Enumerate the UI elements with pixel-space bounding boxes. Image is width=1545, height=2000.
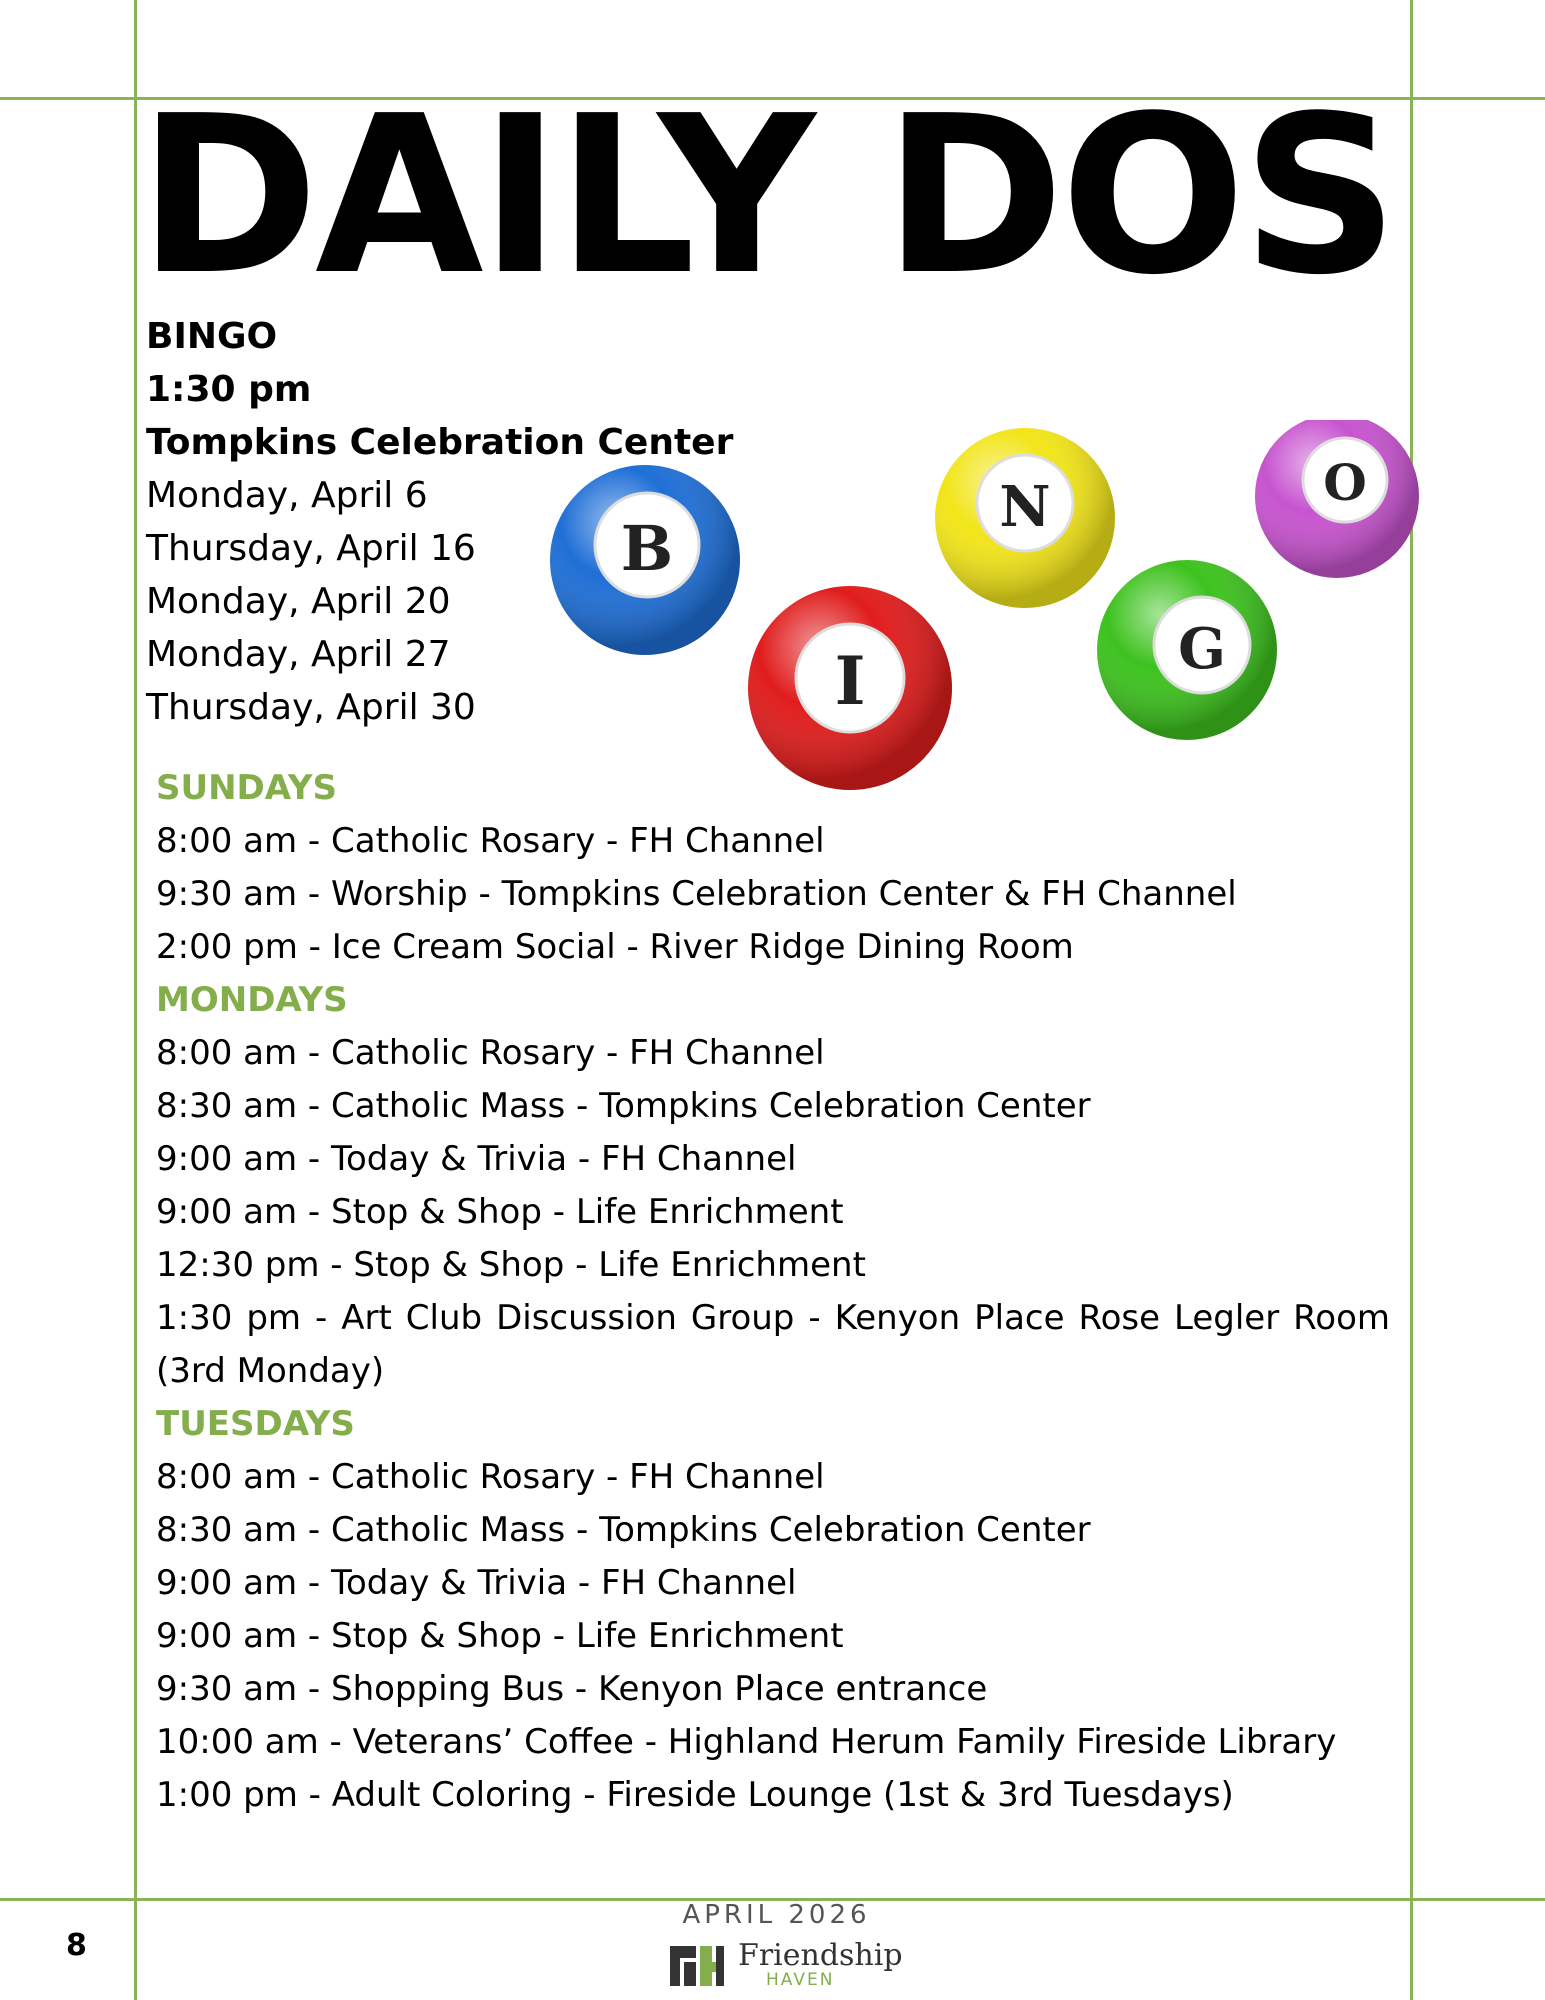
bingo-location: Tompkins Celebration Center — [146, 422, 734, 463]
schedule-event: 9:00 am - Today & Trivia - FH Channel — [156, 1139, 797, 1179]
bingo-date: Monday, April 27 — [146, 634, 451, 675]
friendship-haven-logo-icon — [668, 1942, 728, 1990]
bingo-ball — [748, 586, 952, 790]
schedule-event: 9:30 am - Shopping Bus - Kenyon Place entrance — [156, 1669, 988, 1709]
bingo-date: Monday, April 20 — [146, 581, 451, 622]
schedule-event: 9:30 am - Worship - Tompkins Celebration Center & FH Channel — [156, 874, 1237, 914]
bingo-ball — [1097, 560, 1277, 740]
ball-letter: G — [1178, 616, 1226, 682]
schedule-event: 1:30 pm - Art Club Discussion Group - Kenyon Place Rose Legler Room (3rd Monday) — [156, 1298, 1390, 1391]
schedule-event: 8:30 am - Catholic Mass - Tompkins Celebration Center — [156, 1086, 1091, 1126]
schedule-event: 9:00 am - Stop & Shop - Life Enrichment — [156, 1192, 844, 1232]
schedule-event: 8:00 am - Catholic Rosary - FH Channel — [156, 1033, 825, 1073]
bingo-name: BINGO — [146, 316, 278, 357]
weekly-schedule — [156, 762, 1390, 1822]
schedule-event: 2:00 pm - Ice Cream Social - River Ridge Dining Room — [156, 927, 1074, 967]
bingo-date: Thursday, April 16 — [146, 528, 476, 569]
schedule-event: 8:00 am - Catholic Rosary - FH Channel — [156, 821, 825, 861]
day-heading-mondays: MONDAYS — [156, 980, 348, 1020]
schedule-event: 12:30 pm - Stop & Shop - Life Enrichment — [156, 1245, 866, 1285]
bingo-ball — [935, 428, 1115, 608]
left-frame-line — [134, 0, 137, 2000]
logo-subtext: HAVEN — [766, 1970, 835, 1990]
friendship-haven-logo — [668, 1938, 903, 1990]
ball-letter: I — [834, 642, 866, 720]
schedule-event: 8:30 am - Catholic Mass - Tompkins Celebration Center — [156, 1510, 1091, 1550]
ball-letter: B — [620, 512, 674, 585]
day-heading-tuesdays: TUESDAYS — [156, 1404, 355, 1444]
bingo-balls-illustration — [540, 420, 1420, 800]
footer-month: APRIL 2026 — [682, 1900, 871, 1930]
schedule-event: 8:00 am - Catholic Rosary - FH Channel — [156, 1457, 825, 1497]
schedule-event: 9:00 am - Stop & Shop - Life Enrichment — [156, 1616, 844, 1656]
day-heading-sundays: SUNDAYS — [156, 768, 337, 808]
ball-letter: N — [999, 474, 1051, 540]
bingo-time: 1:30 pm — [146, 369, 312, 410]
schedule-event: 1:00 pm - Adult Coloring - Fireside Lounge (1st & 3rd Tuesdays) — [156, 1775, 1234, 1815]
page-title: DAILY DOS — [138, 70, 1395, 323]
bingo-date: Monday, April 6 — [146, 475, 428, 516]
logo-text: Friendship — [738, 1938, 903, 1973]
ball-letter: O — [1323, 453, 1367, 512]
bingo-ball — [550, 465, 740, 655]
schedule-event: 9:00 am - Today & Trivia - FH Channel — [156, 1563, 797, 1603]
bingo-date: Thursday, April 30 — [146, 687, 476, 728]
bingo-ball — [1255, 420, 1419, 578]
schedule-event: 10:00 am - Veterans’ Coffee - Highland Herum Family Fireside Library — [156, 1722, 1337, 1762]
page-number: 8 — [66, 1928, 87, 1963]
